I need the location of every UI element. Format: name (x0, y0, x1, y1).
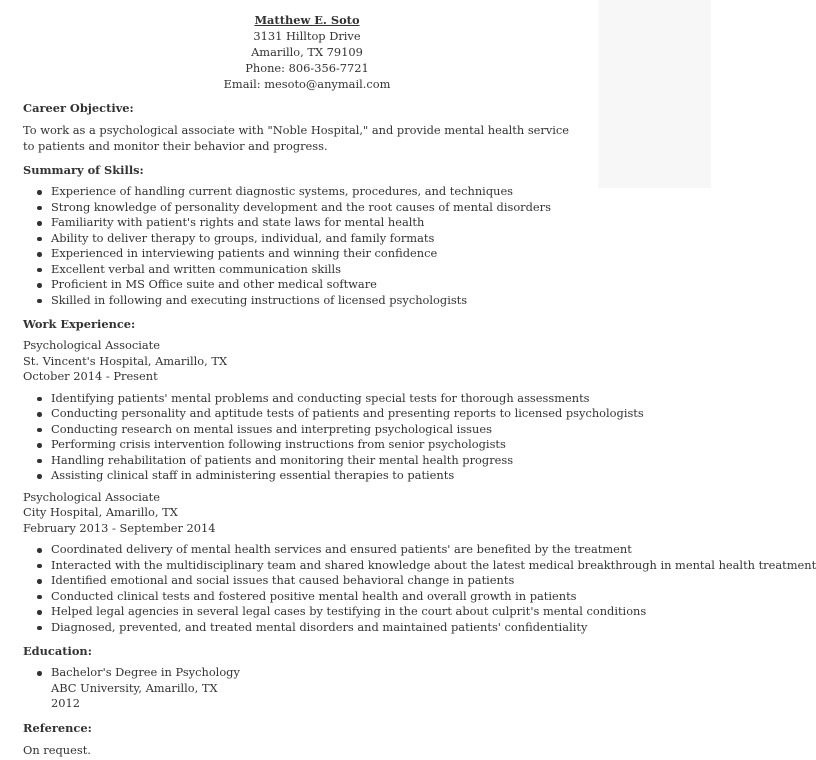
reference-text: On request. (23, 742, 91, 757)
degree: Bachelor's Degree in Psychology (51, 665, 240, 679)
job-entry-2 (23, 490, 711, 537)
job-employer: City Hospital, Amarillo, TX (23, 505, 178, 519)
address-line-1: 3131 Hilltop Drive (253, 29, 361, 43)
applicant-name: Matthew E. Soto (254, 13, 360, 27)
duty-item: Assisting clinical staff in administering essential therapies to patients (51, 468, 711, 484)
job-dates: October 2014 - Present (23, 369, 158, 383)
skill-item: Skilled in following and executing instructions of licensed psychologists (51, 293, 711, 309)
duty-item: Identifying patients' mental problems and conducting special tests for thorough assessments (51, 391, 711, 407)
job-entry-1 (23, 338, 711, 385)
skill-item: Excellent verbal and written communication skills (51, 262, 711, 278)
duty-item: Conducting research on mental issues and interpreting psychological issues (51, 422, 711, 438)
resume-document (23, 12, 816, 758)
job-title: Psychological Associate (23, 338, 160, 352)
objective-heading: Career Objective: (23, 101, 134, 115)
experience-heading: Work Experience: (23, 317, 136, 331)
duty-item: Interacted with the multidisciplinary team and shared knowledge about the latest medical breakthrough in mental health treatment (51, 557, 816, 572)
skill-item: Experience of handling current diagnostic systems, procedures, and techniques (51, 184, 711, 200)
job-title: Psychological Associate (23, 489, 160, 504)
skills-heading: Summary of Skills: (23, 163, 144, 177)
job-duties-list-1 (23, 391, 711, 484)
skill-item: Familiarity with patient's rights and state laws for mental health (51, 215, 711, 231)
job-duties-list-2 (23, 542, 816, 635)
skill-item: Proficient in MS Office suite and other medical software (51, 277, 711, 293)
skills-list (23, 184, 711, 308)
email-line: Email: mesoto@anymail.com (223, 77, 391, 91)
graduation-year: 2012 (51, 696, 80, 710)
skill-item: Strong knowledge of personality development and the root causes of mental disorders (51, 200, 711, 216)
education-item (51, 665, 711, 712)
duty-item: Conducted clinical tests and fostered positive mental health and overall growth in patients (51, 589, 711, 605)
duty-item: Helped legal agencies in several legal cases by testifying in the court about culprit's mental conditions (51, 604, 711, 620)
reference-heading: Reference: (23, 720, 92, 735)
duty-item: Conducting personality and aptitude tests of patients and presenting reports to licensed psychologists (51, 406, 711, 422)
school: ABC University, Amarillo, TX (51, 680, 218, 695)
duty-item: Performing crisis intervention following instructions from senior psychologists (51, 437, 711, 453)
job-dates: February 2013 - September 2014 (23, 520, 216, 535)
education-heading: Education: (23, 644, 92, 658)
skill-item: Experienced in interviewing patients and winning their confidence (51, 246, 711, 262)
duty-item: Diagnosed, prevented, and treated mental disorders and maintained patients' confidentiality (51, 620, 711, 636)
duty-item: Coordinated delivery of mental health services and ensured patients' are benefited by the treatment (51, 542, 711, 558)
job-employer: St. Vincent's Hospital, Amarillo, TX (23, 353, 228, 368)
objective-text: To work as a psychological associate with "Noble Hospital," and provide mental health service to patients and monitor their behavior and progress. (23, 123, 570, 153)
phone-line: Phone: 806-356-7721 (245, 61, 369, 75)
duty-item: Handling rehabilitation of patients and monitoring their mental health progress (51, 453, 711, 469)
skill-item: Ability to deliver therapy to groups, individual, and family formats (51, 231, 711, 247)
resume-header (23, 12, 591, 92)
address-line-2: Amarillo, TX 79109 (251, 45, 363, 59)
duty-item: Identified emotional and social issues that caused behavioral change in patients (51, 573, 711, 589)
education-list (23, 665, 711, 712)
